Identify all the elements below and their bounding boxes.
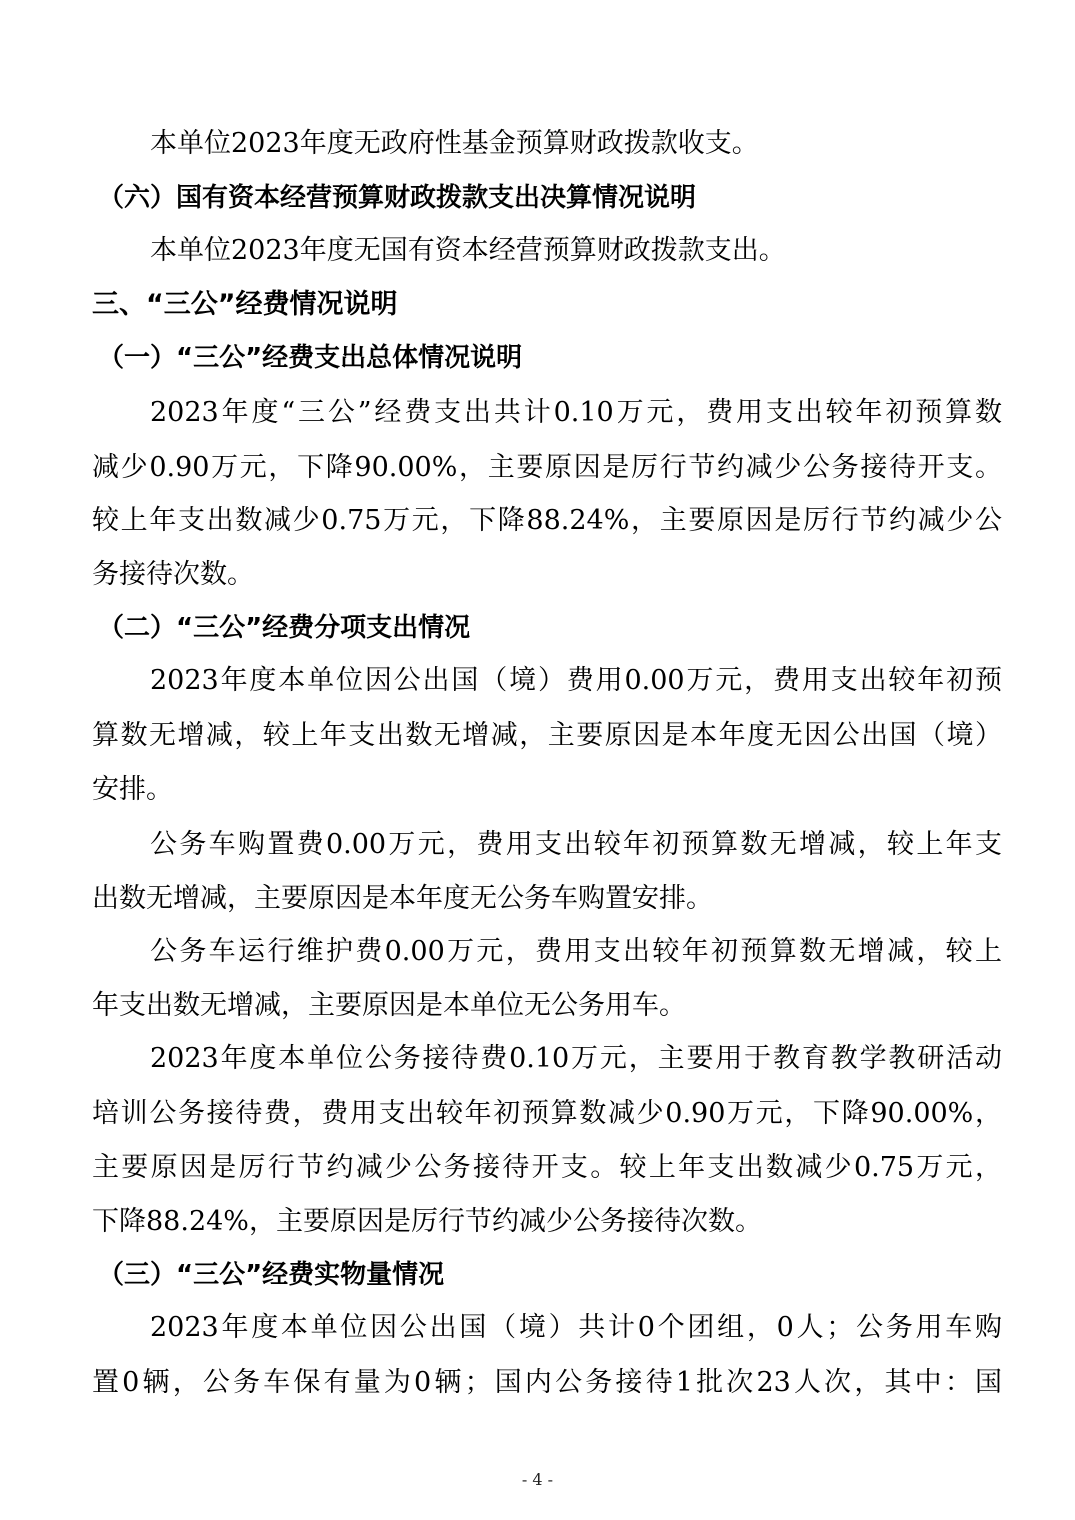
paragraph-line: 本单位2023年度无政府性基金预算财政拨款收支。 (150, 128, 759, 159)
paragraph-line: 算数无增减，较上年支出数无增减，主要原因是本年度无因公出国（境） (92, 720, 1002, 751)
paragraph-line: 安排。 (92, 774, 173, 805)
paragraph-line: 2023年度本单位公务接待费0.10万元，主要用于教育教学教研活动 (150, 1043, 1002, 1074)
section-heading: （二）“三公”经费分项支出情况 (98, 613, 471, 643)
chapter-heading: 三、“三公”经费情况说明 (92, 289, 398, 320)
paragraph-line: 出数无增减，主要原因是本年度无公务车购置安排。 (92, 883, 713, 914)
section-heading: （六）国有资本经营预算财政拨款支出决算情况说明 (98, 183, 697, 213)
paragraph-line: 2023年度本单位因公出国（境）共计0个团组，0人；公务用车购 (150, 1312, 1002, 1343)
paragraph-line: 较上年支出数减少0.75万元，下降88.24%，主要原因是厉行节约减少公 (92, 505, 1002, 536)
paragraph-line: 年支出数无增减，主要原因是本单位无公务用车。 (92, 990, 686, 1021)
section-heading: （三）“三公”经费实物量情况 (98, 1260, 445, 1290)
paragraph-line: 本单位2023年度无国有资本经营预算财政拨款支出。 (150, 235, 786, 266)
section-heading: （一）“三公”经费支出总体情况说明 (98, 343, 523, 373)
paragraph-line: 培训公务接待费，费用支出较年初预算数减少0.90万元，下降90.00%， (92, 1098, 1002, 1129)
paragraph-line: 减少0.90万元，下降90.00%，主要原因是厉行节约减少公务接待开支。 (92, 452, 1002, 483)
paragraph-line: 2023年度本单位因公出国（境）费用0.00万元，费用支出较年初预 (150, 665, 1002, 696)
paragraph-line: 务接待次数。 (92, 559, 254, 590)
paragraph-line: 置0辆，公务车保有量为0辆；国内公务接待1批次23人次，其中：国 (92, 1367, 1002, 1398)
paragraph-line: 2023年度“三公”经费支出共计0.10万元，费用支出较年初预算数 (150, 397, 1002, 428)
paragraph-line: 公务车购置费0.00万元，费用支出较年初预算数无增减，较上年支 (150, 829, 1002, 860)
paragraph-line: 主要原因是厉行节约减少公务接待开支。较上年支出数减少0.75万元， (92, 1152, 1002, 1183)
paragraph-line: 下降88.24%，主要原因是厉行节约减少公务接待次数。 (92, 1206, 762, 1237)
paragraph-line: 公务车运行维护费0.00万元，费用支出较年初预算数无增减，较上 (150, 936, 1002, 967)
page-number: - 4 - (521, 1470, 554, 1489)
